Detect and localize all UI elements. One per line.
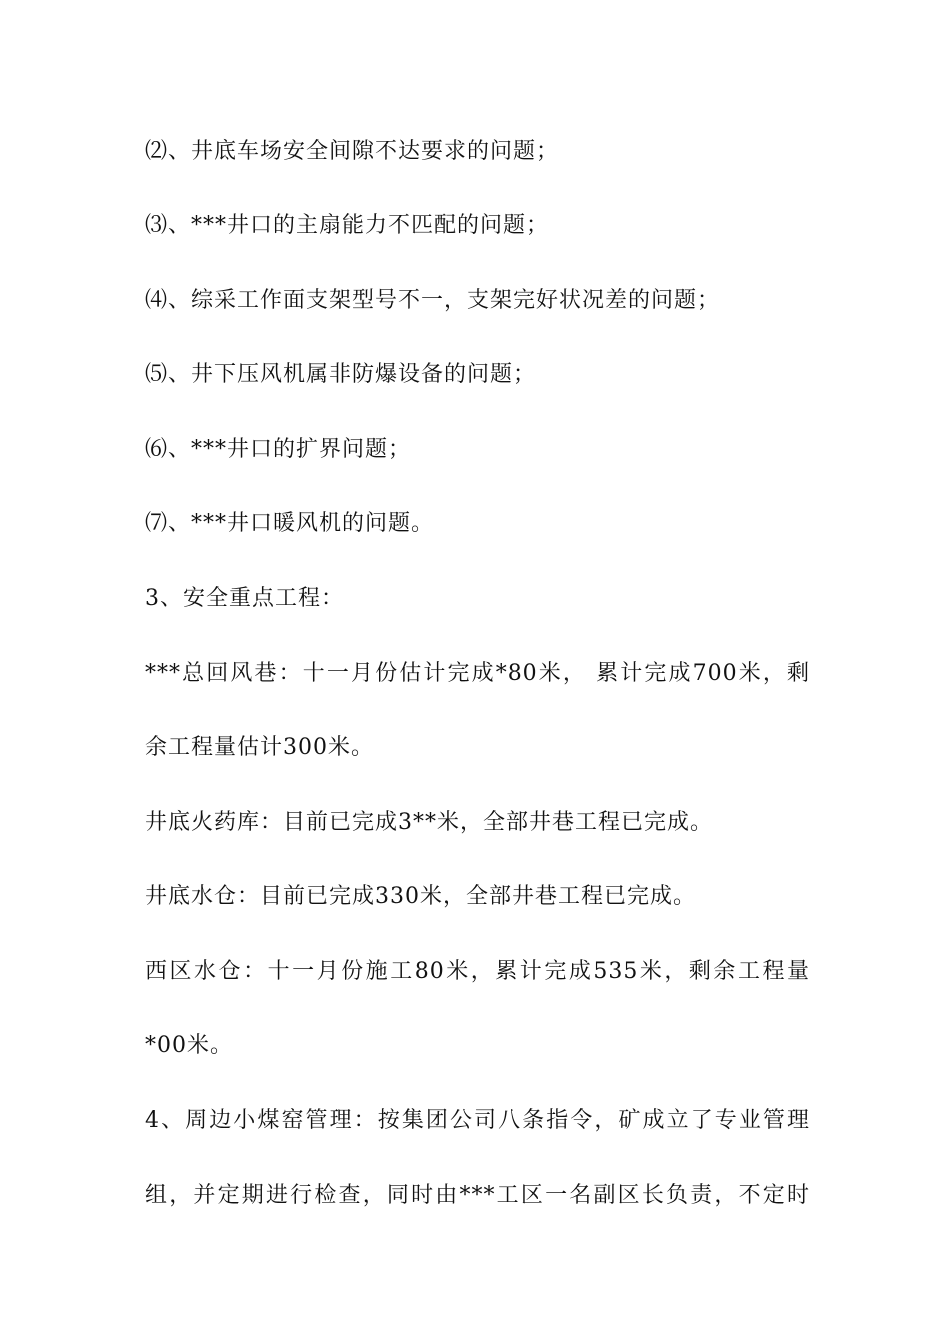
paragraph-small-mines-line-2: 组，并定期进行检查，同时由***工区一名副区长负责，不定时 bbox=[145, 1183, 810, 1208]
paragraph-explosives-store: 井底火药库：目前已完成3**米，全部井巷工程已完成。 bbox=[145, 810, 713, 835]
paragraph-return-airway-line-2: 余工程量估计300米。 bbox=[145, 735, 374, 760]
paragraph-sump: 井底水仓：目前已完成330米，全部井巷工程已完成。 bbox=[145, 884, 696, 909]
problem-item-2: ⑵、井底车场安全间隙不达要求的问题； bbox=[145, 139, 560, 164]
problem-item-5: ⑸、井下压风机属非防爆设备的问题； bbox=[145, 362, 537, 387]
paragraph-west-sump-line-2: *00米。 bbox=[145, 1033, 233, 1058]
problem-item-4: ⑷、综采工作面支架型号不一，支架完好状况差的问题； bbox=[145, 288, 721, 313]
paragraph-west-sump-line-1: 西区水仓：十一月份施工80米，累计完成535米，剩余工程量 bbox=[145, 959, 810, 984]
problem-item-3: ⑶、***井口的主扇能力不匹配的问题； bbox=[145, 213, 550, 238]
paragraph-return-airway-line-1: ***总回风巷：十一月份估计完成*80米， 累计完成700米，剩 bbox=[145, 661, 810, 686]
paragraph-small-mines-line-1: 4、周边小煤窑管理：按集团公司八条指令，矿成立了专业管理 bbox=[145, 1108, 810, 1133]
problem-item-6: ⑹、***井口的扩界问题； bbox=[145, 437, 412, 462]
section-heading-safety-projects: 3、安全重点工程： bbox=[145, 586, 344, 611]
problem-item-7: ⑺、***井口暖风机的问题。 bbox=[145, 511, 435, 536]
